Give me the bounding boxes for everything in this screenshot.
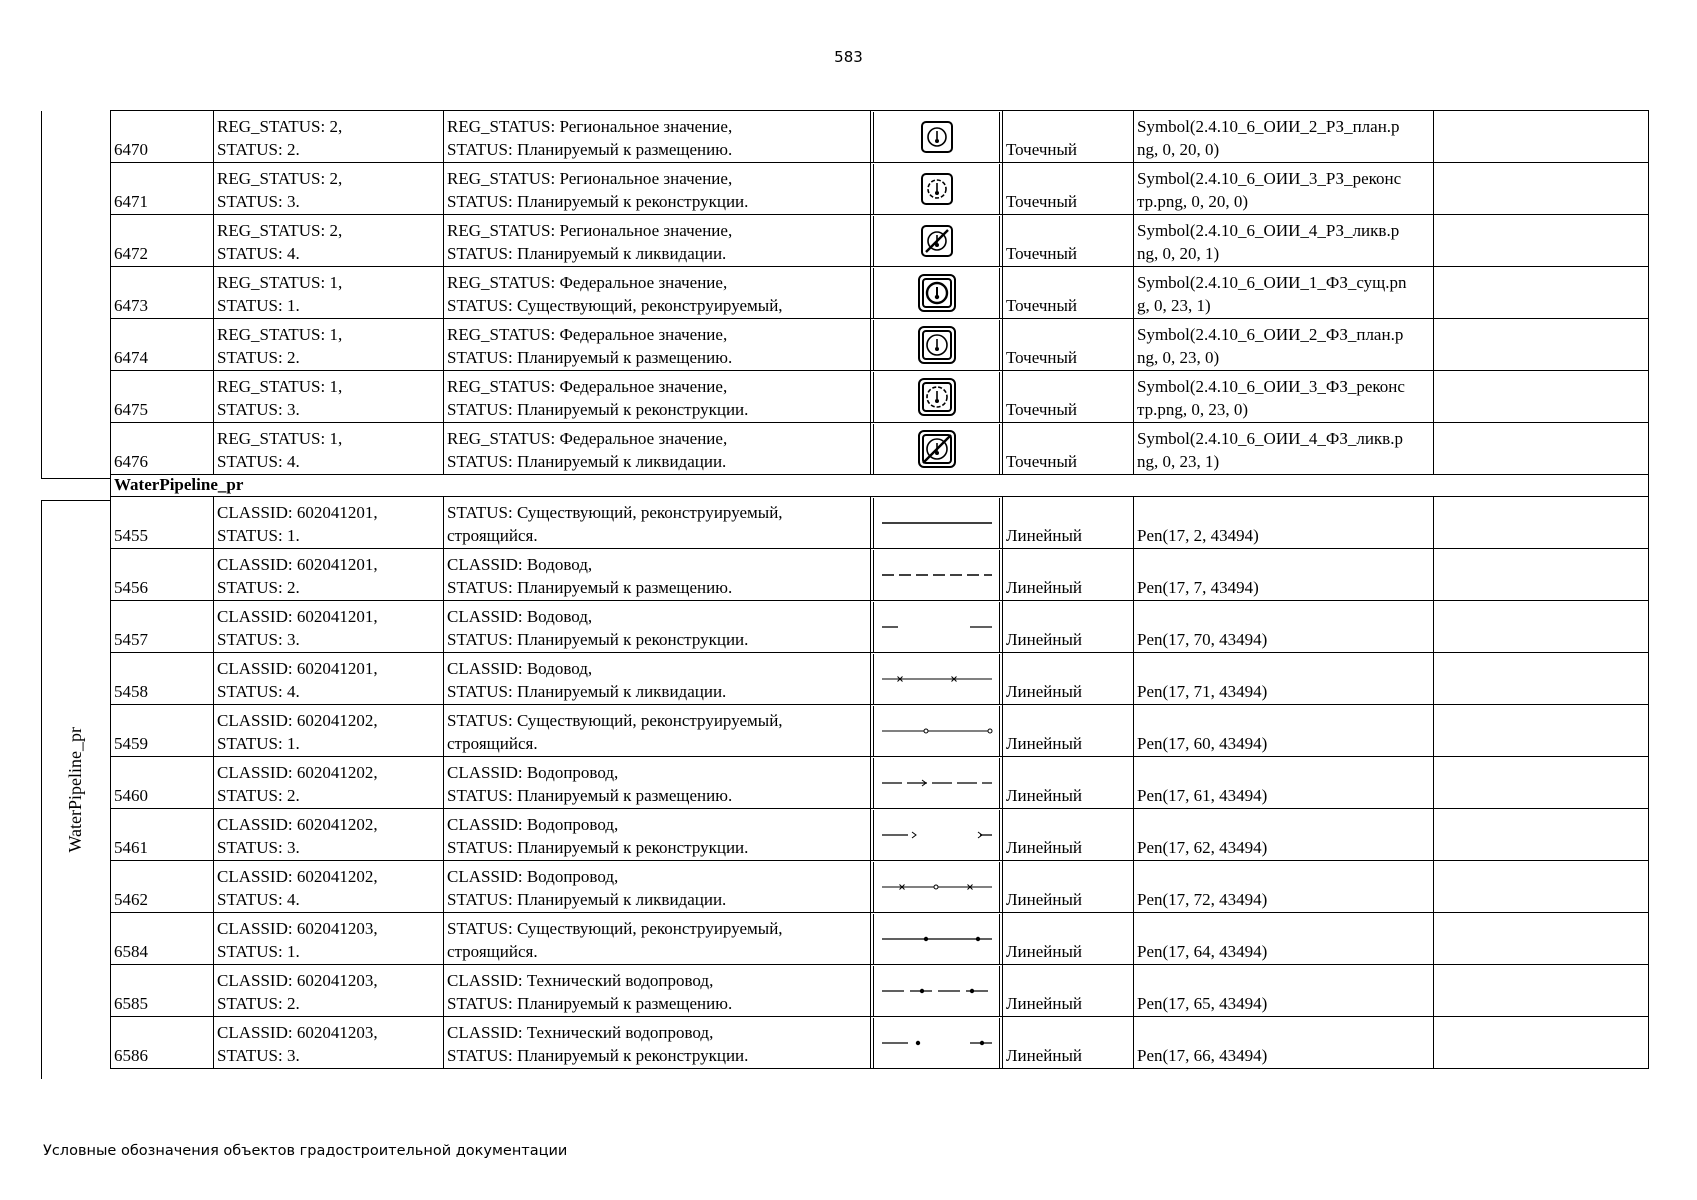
style-cell: Pen(17, 7, 43494): [1134, 549, 1434, 601]
style-cell: Pen(17, 64, 43494): [1134, 913, 1434, 965]
symbol-line-gap-dot-icon: [876, 1023, 998, 1063]
symbol-cell: [871, 111, 1003, 163]
code-cell: 6472: [111, 215, 214, 267]
symbol-poi-small-plain-icon: [876, 117, 998, 157]
group-separator-top: [41, 478, 111, 479]
section-title: WaterPipeline_pr: [111, 475, 1649, 497]
symbol-line-circle-icon: [876, 711, 998, 751]
code-cell: 6586: [111, 1017, 214, 1069]
condition-cell: REG_STATUS: 2, STATUS: 4.: [214, 215, 444, 267]
description-cell: STATUS: Существующий, реконструируемый, строящийся.: [444, 497, 871, 549]
table-row: [111, 163, 1649, 215]
condition-cell: REG_STATUS: 1, STATUS: 1.: [214, 267, 444, 319]
symbol-cell: [871, 215, 1003, 267]
footer-caption: Условные обозначения объектов градостроительной документации: [43, 1143, 568, 1159]
type-cell: Точечный: [1003, 267, 1134, 319]
table-row: [111, 267, 1649, 319]
empty-cell: [1434, 267, 1649, 319]
code-cell: 5458: [111, 653, 214, 705]
symbol-cell: [871, 653, 1003, 705]
condition-cell: CLASSID: 602041201, STATUS: 3.: [214, 601, 444, 653]
table-row: [111, 965, 1649, 1017]
type-cell: Точечный: [1003, 319, 1134, 371]
symbol-poi-small-crossed-icon: [876, 221, 998, 261]
empty-cell: [1434, 601, 1649, 653]
description-cell: CLASSID: Водопровод, STATUS: Планируемый к ликвидации.: [444, 861, 871, 913]
condition-cell: REG_STATUS: 1, STATUS: 3.: [214, 371, 444, 423]
symbol-cell: [871, 913, 1003, 965]
type-cell: Линейный: [1003, 965, 1134, 1017]
style-cell: Symbol(2.4.10_6_ОИИ_3_РЗ_реконс тр.png, 0, 20, 0): [1134, 163, 1434, 215]
description-cell: CLASSID: Водопровод, STATUS: Планируемый к размещению.: [444, 757, 871, 809]
symbol-table: [110, 110, 1649, 1069]
type-cell: Точечный: [1003, 371, 1134, 423]
symbol-line-cross-icon: [876, 659, 998, 699]
empty-cell: [1434, 861, 1649, 913]
symbol-poi-large-crossed-icon: [876, 429, 998, 469]
symbol-poi-large-plain-icon: [876, 325, 998, 365]
empty-cell: [1434, 111, 1649, 163]
symbol-line-dot-icon: [876, 919, 998, 959]
code-cell: 6470: [111, 111, 214, 163]
table-row: [111, 111, 1649, 163]
table-row: [111, 319, 1649, 371]
style-cell: Symbol(2.4.10_6_ОИИ_4_РЗ_ликв.p ng, 0, 20, 1): [1134, 215, 1434, 267]
empty-cell: [1434, 757, 1649, 809]
table-row: [111, 809, 1649, 861]
code-cell: 6471: [111, 163, 214, 215]
condition-cell: CLASSID: 602041203, STATUS: 3.: [214, 1017, 444, 1069]
table-row: [111, 549, 1649, 601]
empty-cell: [1434, 965, 1649, 1017]
type-cell: Точечный: [1003, 423, 1134, 475]
code-cell: 6475: [111, 371, 214, 423]
empty-cell: [1434, 423, 1649, 475]
symbol-cell: [871, 549, 1003, 601]
type-cell: Линейный: [1003, 757, 1134, 809]
type-cell: Линейный: [1003, 861, 1134, 913]
empty-cell: [1434, 549, 1649, 601]
code-cell: 6584: [111, 913, 214, 965]
description-cell: REG_STATUS: Федеральное значение, STATUS: Планируемый к ликвидации.: [444, 423, 871, 475]
condition-cell: CLASSID: 602041202, STATUS: 3.: [214, 809, 444, 861]
condition-cell: CLASSID: 602041202, STATUS: 4.: [214, 861, 444, 913]
symbol-cell: [871, 163, 1003, 215]
condition-cell: CLASSID: 602041201, STATUS: 1.: [214, 497, 444, 549]
table-row: [111, 705, 1649, 757]
table-row: [111, 215, 1649, 267]
description-cell: REG_STATUS: Региональное значение, STATUS: Планируемый к реконструкции.: [444, 163, 871, 215]
symbol-cell: [871, 319, 1003, 371]
condition-cell: CLASSID: 602041201, STATUS: 4.: [214, 653, 444, 705]
empty-cell: [1434, 163, 1649, 215]
style-cell: Symbol(2.4.10_6_ОИИ_2_РЗ_план.p ng, 0, 20, 0): [1134, 111, 1434, 163]
empty-cell: [1434, 215, 1649, 267]
symbol-cell: [871, 423, 1003, 475]
symbol-line-gap-icon: [876, 607, 998, 647]
symbol-poi-large-dashed-icon: [876, 377, 998, 417]
code-cell: 5460: [111, 757, 214, 809]
type-cell: Линейный: [1003, 549, 1134, 601]
table-row: [111, 653, 1649, 705]
description-cell: REG_STATUS: Региональное значение, STATUS: Планируемый к ликвидации.: [444, 215, 871, 267]
description-cell: REG_STATUS: Федеральное значение, STATUS: Планируемый к размещению.: [444, 319, 871, 371]
symbol-line-dash-arrow-icon: [876, 763, 998, 803]
style-cell: Pen(17, 72, 43494): [1134, 861, 1434, 913]
symbol-cell: [871, 371, 1003, 423]
description-cell: CLASSID: Водовод, STATUS: Планируемый к ликвидации.: [444, 653, 871, 705]
symbol-poi-small-dashed-icon: [876, 169, 998, 209]
symbol-cell: [871, 1017, 1003, 1069]
style-cell: Pen(17, 66, 43494): [1134, 1017, 1434, 1069]
description-cell: STATUS: Существующий, реконструируемый, строящийся.: [444, 705, 871, 757]
code-cell: 5456: [111, 549, 214, 601]
description-cell: REG_STATUS: Федеральное значение, STATUS: Планируемый к реконструкции.: [444, 371, 871, 423]
empty-cell: [1434, 705, 1649, 757]
type-cell: Линейный: [1003, 653, 1134, 705]
style-cell: Pen(17, 62, 43494): [1134, 809, 1434, 861]
code-cell: 6473: [111, 267, 214, 319]
empty-cell: [1434, 371, 1649, 423]
condition-cell: CLASSID: 602041202, STATUS: 1.: [214, 705, 444, 757]
condition-cell: REG_STATUS: 2, STATUS: 2.: [214, 111, 444, 163]
empty-cell: [1434, 653, 1649, 705]
symbol-cell: [871, 757, 1003, 809]
type-cell: Линейный: [1003, 497, 1134, 549]
description-cell: STATUS: Существующий, реконструируемый, строящийся.: [444, 913, 871, 965]
symbol-line-cross-circle-icon: [876, 867, 998, 907]
description-cell: REG_STATUS: Федеральное значение, STATUS: Существующий, реконструируемый,: [444, 267, 871, 319]
table-row: [111, 371, 1649, 423]
empty-cell: [1434, 809, 1649, 861]
table-row: [111, 497, 1649, 549]
code-cell: 5462: [111, 861, 214, 913]
symbol-cell: [871, 497, 1003, 549]
type-cell: Линейный: [1003, 913, 1134, 965]
description-cell: CLASSID: Технический водопровод, STATUS: Планируемый к размещению.: [444, 965, 871, 1017]
side-group-label: WaterPipeline_pr: [64, 726, 85, 853]
description-cell: CLASSID: Водовод, STATUS: Планируемый к реконструкции.: [444, 601, 871, 653]
style-cell: Pen(17, 65, 43494): [1134, 965, 1434, 1017]
symbol-cell: [871, 601, 1003, 653]
type-cell: Точечный: [1003, 163, 1134, 215]
symbol-cell: [871, 861, 1003, 913]
table-row: [111, 1017, 1649, 1069]
condition-cell: CLASSID: 602041202, STATUS: 2.: [214, 757, 444, 809]
type-cell: Линейный: [1003, 809, 1134, 861]
style-cell: Pen(17, 61, 43494): [1134, 757, 1434, 809]
code-cell: 6585: [111, 965, 214, 1017]
symbol-line-solid-icon: [876, 503, 998, 543]
description-cell: REG_STATUS: Региональное значение, STATUS: Планируемый к размещению.: [444, 111, 871, 163]
symbol-cell: [871, 267, 1003, 319]
style-cell: Pen(17, 2, 43494): [1134, 497, 1434, 549]
style-cell: Symbol(2.4.10_6_ОИИ_1_ФЗ_сущ.pn g, 0, 23, 1): [1134, 267, 1434, 319]
table-row: [111, 423, 1649, 475]
type-cell: Линейный: [1003, 705, 1134, 757]
table-row: [111, 601, 1649, 653]
symbol-cell: [871, 705, 1003, 757]
code-cell: 6474: [111, 319, 214, 371]
symbol-cell: [871, 809, 1003, 861]
section-row: [111, 475, 1649, 497]
style-cell: Pen(17, 60, 43494): [1134, 705, 1434, 757]
group-border-top: [41, 111, 42, 479]
page-number: 583: [834, 48, 863, 66]
condition-cell: REG_STATUS: 1, STATUS: 4.: [214, 423, 444, 475]
condition-cell: REG_STATUS: 2, STATUS: 3.: [214, 163, 444, 215]
table-row: [111, 757, 1649, 809]
empty-cell: [1434, 913, 1649, 965]
symbol-line-gap-arrow-icon: [876, 815, 998, 855]
empty-cell: [1434, 319, 1649, 371]
type-cell: Точечный: [1003, 111, 1134, 163]
style-cell: Symbol(2.4.10_6_ОИИ_4_ФЗ_ликв.p ng, 0, 23, 1): [1134, 423, 1434, 475]
style-cell: Symbol(2.4.10_6_ОИИ_2_ФЗ_план.p ng, 0, 23, 0): [1134, 319, 1434, 371]
symbol-poi-large-existing-icon: [876, 273, 998, 313]
code-cell: 5461: [111, 809, 214, 861]
style-cell: Pen(17, 71, 43494): [1134, 653, 1434, 705]
description-cell: CLASSID: Водовод, STATUS: Планируемый к размещению.: [444, 549, 871, 601]
empty-cell: [1434, 497, 1649, 549]
code-cell: 6476: [111, 423, 214, 475]
code-cell: 5457: [111, 601, 214, 653]
description-cell: CLASSID: Технический водопровод, STATUS: Планируемый к реконструкции.: [444, 1017, 871, 1069]
type-cell: Точечный: [1003, 215, 1134, 267]
symbol-line-dash-dot-icon: [876, 971, 998, 1011]
type-cell: Линейный: [1003, 1017, 1134, 1069]
description-cell: CLASSID: Водопровод, STATUS: Планируемый к реконструкции.: [444, 809, 871, 861]
symbol-cell: [871, 965, 1003, 1017]
condition-cell: CLASSID: 602041201, STATUS: 2.: [214, 549, 444, 601]
group-border-bottom: [41, 500, 42, 1079]
code-cell: 5455: [111, 497, 214, 549]
empty-cell: [1434, 1017, 1649, 1069]
style-cell: Symbol(2.4.10_6_ОИИ_3_ФЗ_реконс тр.png, 0, 23, 0): [1134, 371, 1434, 423]
table-row: [111, 861, 1649, 913]
symbol-line-dashed-icon: [876, 555, 998, 595]
style-cell: Pen(17, 70, 43494): [1134, 601, 1434, 653]
condition-cell: CLASSID: 602041203, STATUS: 1.: [214, 913, 444, 965]
type-cell: Линейный: [1003, 601, 1134, 653]
table-row: [111, 913, 1649, 965]
code-cell: 5459: [111, 705, 214, 757]
condition-cell: REG_STATUS: 1, STATUS: 2.: [214, 319, 444, 371]
condition-cell: CLASSID: 602041203, STATUS: 2.: [214, 965, 444, 1017]
